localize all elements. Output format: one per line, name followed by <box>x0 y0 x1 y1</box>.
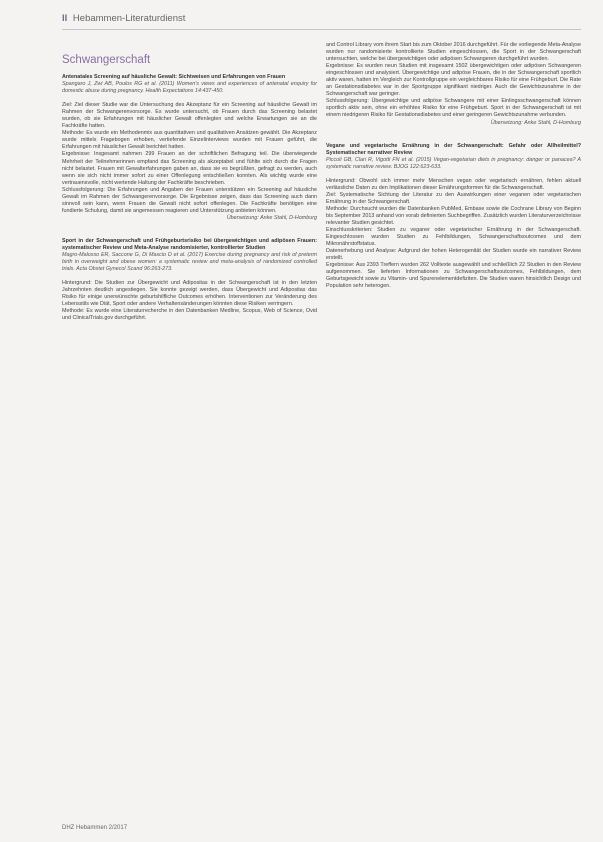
article-title: Antenatales Screening auf häusliche Gewalt: Sichtweisen und Erfahrungen von Frauen <box>62 74 286 80</box>
article-continuation: and Control Library vom ihrem Start bis zum Oktober 2016 durchgeführt. Für die vorliegende Meta-Analyse wurden nur randomisierte kontrollierte Studien eingeschlossen, die Sport in der Schwangerschaft untersuchten, welche bei übergewichtigen oder adipösen Schwangeren durchgeführt wurden. <box>326 42 581 63</box>
left-column <box>62 46 317 322</box>
page-header <box>62 13 185 24</box>
article-ziel: Ziel: Ziel dieser Studie war die Untersuchung des Akzeptanz für ein Screening auf häusliche Gewalt im Rahmen der Schwangerenvorsorge. Es wurde untersucht, ob Frauen durch das Screening belastet wurden, ob sie Erfahrungen mit häuslicher Gewalt offenlegten und welche Erwartungen sie an die Fachkräfte hatten. <box>62 102 317 130</box>
article-methode: Methode: Es wurde eine Literaturrecherche in den Datenbanken Medline, Scopus, Web of Science, Ovid und ClinicalTrials.gov durchgeführt. <box>62 308 317 322</box>
article-schlussfolgerung: Schlussfolgerung: Übergewichtige und adipöse Schwangere mit einer Einlingsschwangerschaft können sportlich aktiv sein, ohne ein erhöhtes Risiko für eine Frühgeburt. Sport in der Schwangerschaft ist mit einem niedrigeren Risiko für Gestationsdiabetes und einer geringeren Gewichtszunahme verbunden. <box>326 98 581 119</box>
article-methode: Methode: Durchsucht wurden die Datenbanken PubMed, Embase sowie die Cochrane Library von Beginn bis September 2013 anhand von vorab definierten Suchbegriffen. Zusätzlich wurden Literaturverzeichnisse relevanter Studien gesichtet. <box>326 205 581 227</box>
article-schlussfolgerung: Schlussfolgerung: Die Erfahrungen und Angaben der Frauen unterstützen ein Screening auf häusliche Gewalt im Rahmen der Schwangerenvorsorge. Die Ergebnisse zeigen, dass das Screening auch dann sinnvoll sein kann, wenn Frauen die Gewalt nicht sofort offenlegen. Die Fachkräfte benötigen eine fundierte Schulung, damit sie angemessen reagieren und Unterstützung anbieten können. <box>62 186 317 214</box>
article-methode: Methode: Es wurde ein Methodenmix aus quantitativen und qualitativen Ansätzen gewählt. Die Akzeptanz wurde mittels Fragebogen erhoben, vertiefende Einzelinterviews wurden mit Frauen geführt, die Erfahrungen mit häuslicher Gewalt berichtet hatten. <box>62 130 317 151</box>
article-title: Sport in der Schwangerschaft und Frühgeburtsrisiko bei übergewichtigen und adipösen Frauen: systematischer Review und Meta-Analyse randomisierter, kontrollierter Studien <box>62 237 317 251</box>
article-signature: Übersetzung: Anke Stahl, D-Homburg <box>226 214 317 221</box>
section-number: II <box>62 13 68 24</box>
article-ergebnisse: Ergebnisse: Insgesamt nahmen 299 Frauen an der schriftlichen Befragung teil. Die überwiegende Mehrheit der Teilnehmerinnen empfand das Screening als akzeptabel und fühlte sich durch die Fragen nicht belastet. Frauen mit Gewalterfahrungen gaben an, dass sie es begrüßten, gefragt zu werden, auch wenn sie sich nicht immer sofort zu einer Offenlegung entschließen konnten. Als wichtig wurde eine vertrauensvolle, nicht wertende Haltung der Fachkräfte beschrieben. <box>62 151 317 186</box>
header-title: Hebammen-Literaturdienst <box>72 13 186 24</box>
header-divider <box>62 29 581 30</box>
article-signature: Übersetzung: Anke Stahl, D-Homburg <box>490 119 581 126</box>
page-footer: DHZ Hebammen 2/2017 <box>62 825 128 831</box>
article-ergebnisse: Ergebnisse: Aus 2393 Treffern wurden 262 Volltexte ausgewählt und schließlich 22 Studien in den Review aufgenommen. Sie lieferten Informationen zu Schwangerschaftsoutcomes, Fehlbildungen, dem Geburtsgewicht sowie zu Vitamin- und Spurenelementdefiziten. Die Studien waren hinsichtlich Design und Population sehr heterogen. <box>326 262 581 290</box>
article-datenerhebung: Datenerhebung und Analyse: Aufgrund der hohen Heterogenität der Studien wurde ein narrativer Review erstellt. <box>326 248 581 262</box>
article-title: Vegane und vegetarische Ernährung in der Schwangerschaft: Gefahr oder Allheilmittel? Systematischer narrativer Review <box>326 142 581 156</box>
article-citation: Piccoli GB, Clari R, Vigotti FN et al. (2015) Vegan-vegetarian diets in pregnancy: danger or panacea? A systematic narrative review. BJOG 122:623-633. <box>326 156 581 170</box>
article-citation: Spangaro J, Zwi AB, Poulos RG et al. (2011) Women's views and experiences of antenatal enquiry for domestic abuse during pregnancy. Health Expectations 14:437-450. <box>62 81 317 95</box>
article-hintergrund: Hintergrund: Die Studien zur Übergewicht und Adipositas in der Schwangerschaft ist in den letzten Jahrzehnten deutlich angestiegen. Sie konnte gezeigt werden, dass Übergewicht und Adipositas das Risiko für einige unerwünschte geburtshilfliche Outcomes erhöhen. Interventionen zur Veränderung des Lebensstils wie Diät, Sport oder andere Verhaltensänderungen könnten diese Risiken verringern. <box>62 280 317 308</box>
section-title: Schwangerschaft <box>62 54 151 66</box>
article-ergebnisse: Ergebnisse: Es wurden neun Studien mit insgesamt 1502 übergewichtigen oder adipösen Schwangeren eingeschlossen und analysiert. Übergewichtige und adipöse Frauen, die in der Schwangerschaft sportlich aktiv waren, hatten im Vergleich zur Kontrollgruppe ein vergleichbares Risiko für eine Frühgeburt. Die Rate an Gestationsdiabetes war in der Sportgruppe signifikant niedriger. Auch die Gewichtszunahme in der Schwangerschaft war geringer. <box>326 63 581 98</box>
article-hintergrund: Hintergrund: Obwohl sich immer mehr Menschen vegan oder vegetarisch ernähren, fehlen aktuell verlässliche Daten zu den Implikationen dieser Ernährungsformen für die Schwangerschaft. <box>326 177 581 191</box>
article-ziel: Ziel: Systematische Sichtung der Literatur zu den Auswirkungen einer veganen oder vegetarischen Ernährung in der Schwangerschaft. <box>326 191 581 205</box>
article-einschlusskriterien: Einschlusskriterien: Studien zu veganer oder vegetarischer Ernährung in der Schwangerschaft. Eingeschlossen wurden Studien zu Fehlbildungen, Schwangerschaftsoutcomes und dem Mikronährstoffstatus. <box>326 227 581 248</box>
article-citation: Magro-Malosso ER, Saccone G, Di Mascio D et al. (2017) Exercise during pregnancy and risk of preterm birth in overweight and obese women: a systematic review and meta-analysis of randomized controlled trials. Acta Obstet Gynecol Scand 96:263-273. <box>62 252 317 273</box>
right-column <box>326 42 581 291</box>
